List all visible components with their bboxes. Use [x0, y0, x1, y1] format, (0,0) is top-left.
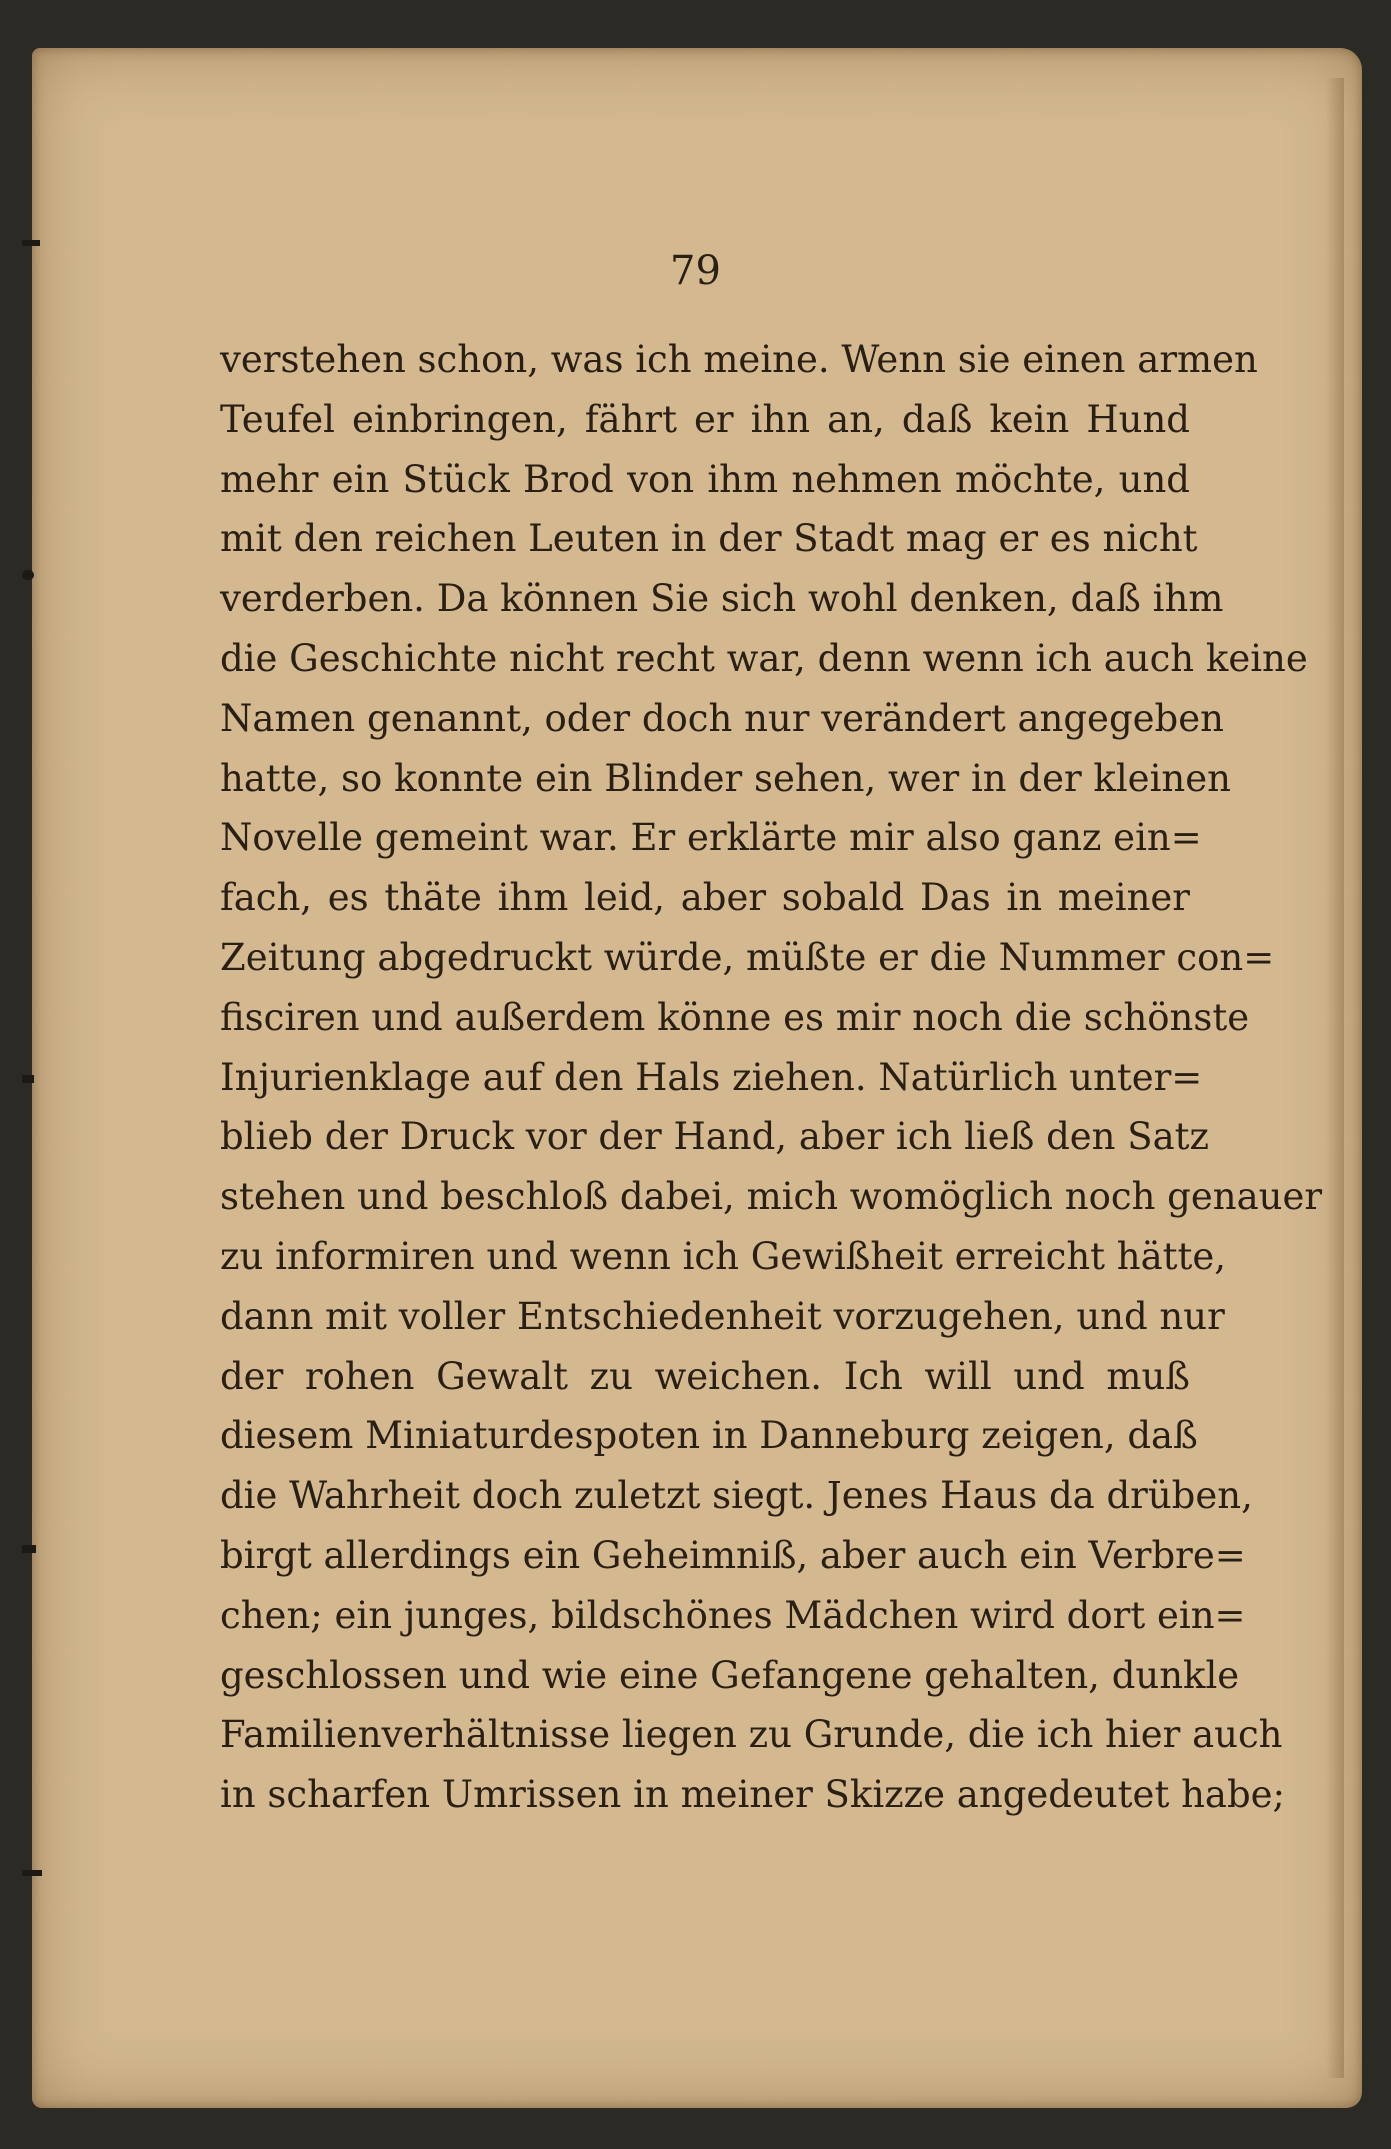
- text-line: blieb der Druck vor der Hand, aber ich ließ den Satz: [220, 1115, 1210, 1159]
- text-line: verderben. Da können Sie sich wohl denken, daß ihm: [220, 577, 1224, 621]
- text-line: chen; ein junges, bildschönes Mädchen wird dort ein=: [220, 1593, 1246, 1637]
- text-line: fach, es thäte ihm leid, aber sobald Das in meiner: [220, 876, 1190, 920]
- margin-thread-mark: [22, 1075, 34, 1083]
- text-line: Teufel einbringen, fährt er ihn an, daß kein Hund: [220, 397, 1190, 441]
- text-line: verstehen schon, was ich meine. Wenn sie einen armen: [220, 338, 1258, 381]
- page-number: 79: [670, 248, 721, 294]
- text-line: in scharfen Umrissen in meiner Skizze angedeutet habe;: [220, 1773, 1286, 1817]
- text-line: mit den reichen Leuten in der Stadt mag er es nicht: [220, 517, 1198, 561]
- text-line: die Wahrheit doch zuletzt siegt. Jenes Haus da drüben,: [220, 1474, 1253, 1518]
- text-line: die Geschichte nicht recht war, denn wenn ich auch keine: [220, 636, 1308, 680]
- text-line: mehr ein Stück Brod von ihm nehmen möchte, und: [220, 457, 1190, 501]
- text-line: zu informiren und wenn ich Gewißheit erreicht hätte,: [220, 1234, 1227, 1278]
- text-line: Zeitung abgedruckt würde, müßte er die Nummer con=: [220, 935, 1275, 979]
- text-line: Familienverhältnisse liegen zu Grunde, die ich hier auch: [220, 1713, 1283, 1757]
- text-line: stehen und beschloß dabei, mich womöglich noch genauer: [220, 1175, 1323, 1219]
- text-line: Injurienklage auf den Hals ziehen. Natürlich unter=: [220, 1055, 1203, 1099]
- margin-thread-mark: [22, 1545, 36, 1553]
- text-line: diesem Miniaturdespoten in Danneburg zeigen, daß: [220, 1414, 1198, 1458]
- text-line: dann mit voller Entschiedenheit vorzugehen, und nur: [220, 1294, 1225, 1338]
- body-text: [220, 330, 1323, 1825]
- margin-thread-mark: [22, 1870, 42, 1876]
- text-line: birgt allerdings ein Geheimniß, aber auch ein Verbre=: [220, 1533, 1246, 1577]
- text-line: der rohen Gewalt zu weichen. Ich will und muß: [220, 1354, 1190, 1398]
- text-line: fisciren und außerdem könne es mir noch die schönste: [220, 995, 1250, 1039]
- text-line: geschlossen und wie eine Gefangene gehalten, dunkle: [220, 1653, 1240, 1697]
- text-line: Namen genannt, oder doch nur verändert angegeben: [220, 696, 1224, 740]
- margin-thread-mark: [22, 240, 40, 246]
- text-line: hatte, so konnte ein Blinder sehen, wer in der kleinen: [220, 756, 1231, 800]
- text-line: Novelle gemeint war. Er erklärte mir also ganz ein=: [220, 816, 1202, 860]
- margin-thread-mark: [22, 570, 34, 580]
